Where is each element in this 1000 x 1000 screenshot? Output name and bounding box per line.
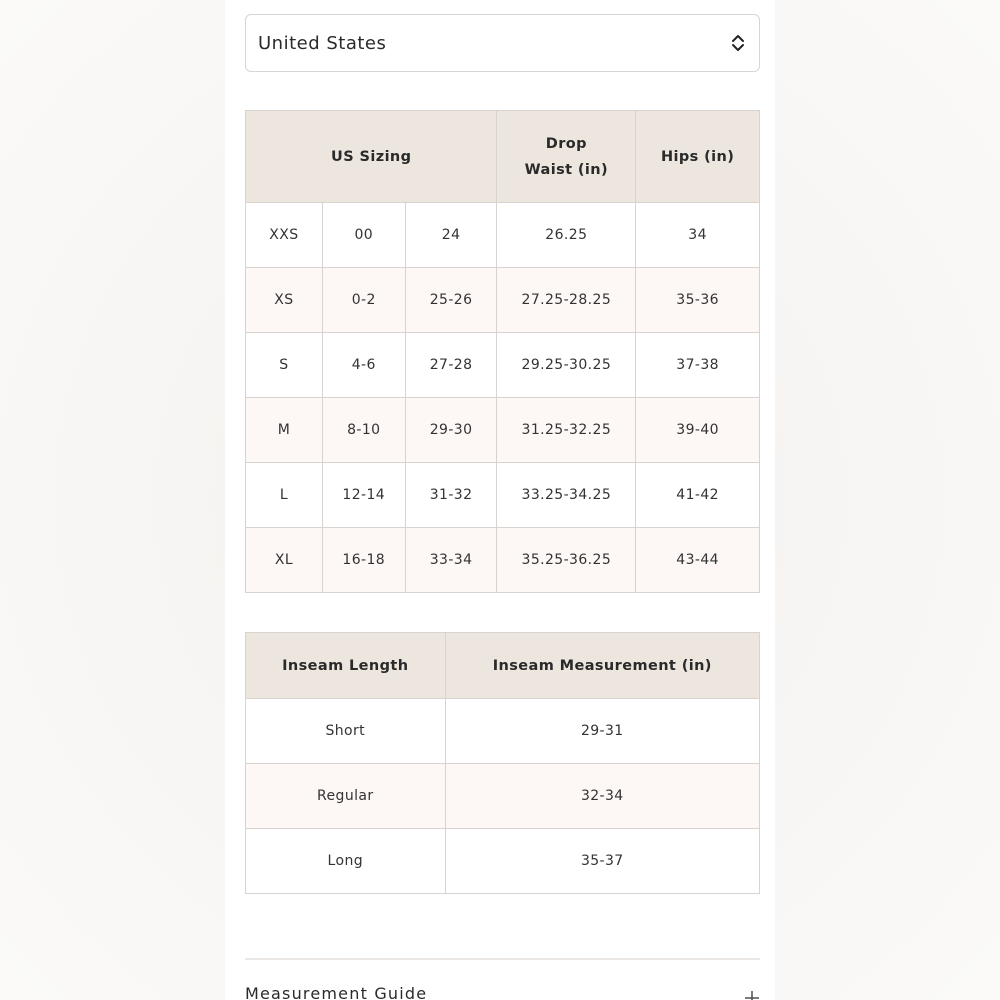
drop-waist-cell: 27.25-28.25 — [497, 268, 636, 333]
drop-waist-cell: 35.25-36.25 — [497, 528, 636, 593]
table-row — [246, 463, 760, 528]
table-row — [246, 268, 760, 333]
size-label-cell: XS — [246, 268, 323, 333]
drop-waist-cell: 31.25-32.25 — [497, 398, 636, 463]
header-inseam-measurement: Inseam Measurement (in) — [445, 633, 759, 699]
hips-cell: 37-38 — [636, 333, 760, 398]
plus-icon[interactable] — [744, 990, 760, 1000]
section-divider — [245, 958, 760, 960]
header-drop-waist-line1: Drop — [545, 135, 587, 152]
table-row — [246, 398, 760, 463]
header-us-sizing: US Sizing — [246, 111, 497, 203]
hips-cell: 35-36 — [636, 268, 760, 333]
size-chart-header-row — [246, 111, 760, 203]
inseam-measurement-cell: 32-34 — [445, 764, 759, 829]
country-select-value: United States — [258, 32, 387, 54]
header-hips: Hips (in) — [636, 111, 760, 203]
inseam-measurement-cell: 35-37 — [445, 829, 759, 894]
us-size-cell: 4-6 — [322, 333, 405, 398]
size-chart-table — [245, 110, 760, 593]
header-inseam-length: Inseam Length — [246, 633, 446, 699]
us-size-cell: 00 — [322, 203, 405, 268]
us-size-cell: 12-14 — [322, 463, 405, 528]
drop-waist-cell: 29.25-30.25 — [497, 333, 636, 398]
hips-cell: 34 — [636, 203, 760, 268]
header-drop-waist-line2: Waist (in) — [524, 161, 609, 178]
us-size-cell: 8-10 — [322, 398, 405, 463]
drop-waist-cell: 26.25 — [497, 203, 636, 268]
drop-waist-cell: 33.25-34.25 — [497, 463, 636, 528]
waist-size-cell: 24 — [405, 203, 497, 268]
waist-size-cell: 25-26 — [405, 268, 497, 333]
waist-size-cell: 33-34 — [405, 528, 497, 593]
size-label-cell: XXS — [246, 203, 323, 268]
size-label-cell: S — [246, 333, 323, 398]
waist-size-cell: 27-28 — [405, 333, 497, 398]
country-select[interactable] — [245, 14, 760, 72]
inseam-table — [245, 632, 760, 894]
us-size-cell: 0-2 — [322, 268, 405, 333]
us-size-cell: 16-18 — [322, 528, 405, 593]
measurement-guide-label: Measurement Guide — [245, 984, 428, 1000]
waist-size-cell: 29-30 — [405, 398, 497, 463]
measurement-guide-accordion[interactable] — [245, 984, 760, 1000]
table-row — [246, 764, 760, 829]
inseam-header-row — [246, 633, 760, 699]
hips-cell: 41-42 — [636, 463, 760, 528]
up-down-chevron-icon — [731, 33, 745, 53]
inseam-length-cell: Regular — [246, 764, 446, 829]
header-drop-waist — [497, 111, 636, 203]
hips-cell: 39-40 — [636, 398, 760, 463]
waist-size-cell: 31-32 — [405, 463, 497, 528]
inseam-measurement-cell: 29-31 — [445, 699, 759, 764]
hips-cell: 43-44 — [636, 528, 760, 593]
table-row — [246, 528, 760, 593]
table-row — [246, 699, 760, 764]
size-label-cell: XL — [246, 528, 323, 593]
table-row — [246, 203, 760, 268]
inseam-length-cell: Short — [246, 699, 446, 764]
size-label-cell: L — [246, 463, 323, 528]
table-row — [246, 829, 760, 894]
size-label-cell: M — [246, 398, 323, 463]
inseam-length-cell: Long — [246, 829, 446, 894]
size-chart-panel — [225, 0, 775, 1000]
table-row — [246, 333, 760, 398]
